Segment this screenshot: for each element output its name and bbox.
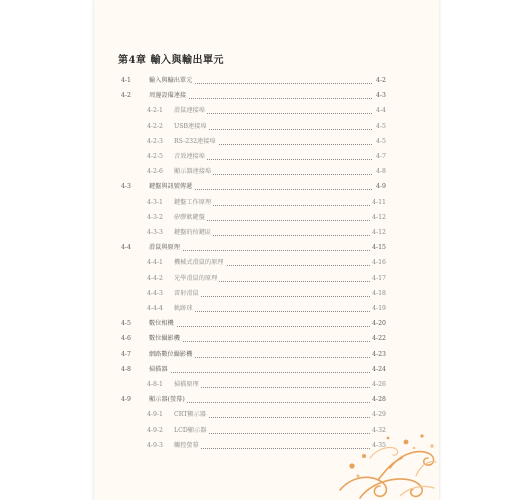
toc-entry-page: 4-7 [374,151,386,163]
toc-entry-page: 4-11 [370,197,386,209]
toc-entry-number: 4-1 [121,77,131,84]
toc-entry-title [149,364,170,376]
toc-entry [118,227,386,239]
toc-entry-page: 4-4 [374,105,386,117]
toc-entry-number: 4-9 [121,396,131,404]
toc-entry-number: 4-4 [121,244,131,252]
toc-entry-page: 4-29 [370,409,386,421]
toc-entry [118,257,386,269]
toc-entry-number: 4-3 [121,183,131,191]
toc-entry [118,181,386,193]
toc-entry-title [149,242,182,254]
toc-entry-number: 4-5 [121,320,131,328]
toc-entry-number: 4-3-1 [147,198,163,206]
toc-entry-title [149,181,194,193]
toc-entry [118,105,386,117]
toc-entry-number: 4-8-1 [147,381,163,388]
swirl-ornament-icon [330,418,439,500]
toc-entry-title [149,75,194,87]
toc-entry-page: 4-16 [370,257,386,269]
toc-entry-title [174,257,226,269]
toc-entry-number: 4-7 [121,350,131,358]
toc-entry-title-text: 周邊設備連接 [149,92,187,100]
toc-entry-number: 4-4-2 [147,274,163,282]
toc-entry-page: 4-12 [370,227,386,239]
toc-entry-number: 4-2-6 [147,168,163,176]
toc-entry-title-text: 雷射滑鼠 [174,289,199,297]
dot-leader [174,311,372,312]
toc-entry-number: 4-9-1 [147,411,163,419]
toc-entry-title [174,227,213,239]
toc-entry-number: 4-3-3 [147,229,163,236]
toc-entry-title [174,105,207,117]
dot-leader [174,387,372,388]
toc-entry-title-text: 矽膠軟鍵盤 [174,213,205,221]
dot-leader [149,326,372,327]
toc-entry-page: 4-17 [370,273,386,285]
dot-leader [149,341,372,342]
toc-entry-title-text: 鍵盤與訊號傳遞 [149,183,193,191]
toc-entry [118,151,386,163]
toc-entry [118,303,386,315]
toc-entry-title [149,90,188,102]
toc-entry-title [174,425,208,437]
toc-entry-title [174,136,218,148]
toc-entry-title-text: 輸入與輸出單元 [149,77,193,84]
toc-entry-title [174,197,213,209]
toc-entry-title-text: 光學滑鼠的原理 [174,274,218,282]
toc-entry [118,212,386,224]
toc-entry-title-text: 滑鼠與原理 [149,244,180,252]
toc-entry-page: 4-12 [370,212,386,224]
toc-entry-number: 4-4-3 [147,289,163,297]
toc-entry [118,318,386,330]
toc-entry-title-text: 網路數位攝影機 [149,350,193,358]
toc-entry-number: 4-2-2 [147,122,163,130]
toc-entry-page: 4-35 [370,440,386,452]
toc-entry-title-text: 滑鼠連接埠 [174,107,205,115]
toc-entry-title [174,409,208,421]
toc-entry-number: 4-4-1 [147,259,163,267]
dot-leader [174,296,372,297]
toc-entry [118,394,386,406]
toc-entry-page: 4-20 [370,318,386,330]
toc-entry-page: 4-15 [370,242,386,254]
toc-entry [118,364,386,376]
toc-entry-number: 4-9-3 [147,441,163,449]
toc-entry-page: 4-24 [370,364,386,376]
toc-entry-title [149,349,194,361]
toc-entry-page: 4-32 [370,425,386,437]
toc-entry-number: 4-2-5 [147,153,163,160]
toc-entry-page: 4-5 [374,136,386,148]
toc-entry-title-text: RS-232連接埠 [174,137,216,145]
toc-entry-title-text: 音效連接埠 [174,153,205,160]
toc-entry [118,75,386,87]
toc-entry-number: 4-6 [121,335,131,343]
toc-entry-title [174,151,207,163]
toc-entry-title-text: 觸控螢幕 [174,441,199,449]
toc-entry-number: 4-3-2 [147,213,163,221]
toc-entry-title-text: 顯示器(螢幕) [149,396,185,404]
toc-entry-number: 4-9-2 [147,426,163,434]
toc-entry [118,197,386,209]
toc-entry-title-text: CRT顯示器 [174,411,206,419]
toc-entry [118,333,386,345]
toc-entry [118,166,386,178]
toc-entry-number: 4-4-4 [147,305,163,312]
toc-entry-title [174,440,201,452]
toc-entry-number: 4-2-3 [147,137,163,145]
toc-entry-title [149,318,176,330]
toc-entry-title-text: 掃描器 [149,365,168,373]
toc-entry-page: 4-2 [374,75,386,87]
dot-leader [149,250,372,251]
toc-entry [118,90,386,102]
toc-entry-title [149,394,187,406]
toc-entry-title [174,212,207,224]
toc-entry-page: 4-26 [370,379,386,391]
toc-entry-title [174,379,201,391]
toc-entry-title [174,121,209,133]
toc-entry-title-text: 鍵盤的按鍵區 [174,229,212,236]
toc-entry-title-text: LCD顯示器 [174,426,207,434]
toc-entry-number: 4-2 [121,92,131,100]
toc-entry [118,273,386,285]
toc-entry-title-text: 數位相機 [149,320,174,328]
toc-entry [118,349,386,361]
toc-entry-title-text: 機械式滑鼠的原理 [174,259,224,267]
toc-entry-page: 4-5 [374,121,386,133]
toc-entry [118,136,386,148]
toc-entry-title [174,303,195,315]
toc-entry-page: 4-18 [370,288,386,300]
toc-entry-page: 4-23 [370,349,386,361]
toc-entry-title-text: 鍵盤工作原理 [174,198,212,206]
toc-entry [118,379,386,391]
toc-entry-page: 4-28 [370,394,386,406]
toc-entry-page: 4-8 [374,166,386,178]
toc-entry-page: 4-22 [370,333,386,345]
toc-entry-title-text: 數位攝影機 [149,335,180,343]
toc-entry-title [174,273,219,285]
toc-entry-number: 4-2-1 [147,107,163,115]
toc-entry-page: 4-3 [374,90,386,102]
toc-entry [118,242,386,254]
toc-entry-page: 4-19 [370,303,386,315]
toc-entry-title-text: 軌跡球 [174,305,193,312]
toc-entry [118,121,386,133]
toc-entry [118,288,386,300]
toc-entry-title [149,333,182,345]
dot-leader [149,372,372,373]
toc-entry-number: 4-8 [121,365,131,373]
chapter-title: 第4章 輸入與輸出單元 [118,55,224,66]
toc-entry-title-text: 掃描原理 [174,381,199,388]
toc-entry-title [174,166,213,178]
toc-entry-page: 4-9 [374,181,386,193]
toc-entry-title [174,288,201,300]
toc-entry-title-text: USB連接埠 [174,122,207,130]
toc-entry-title-text: 顯示器連接埠 [174,168,212,176]
